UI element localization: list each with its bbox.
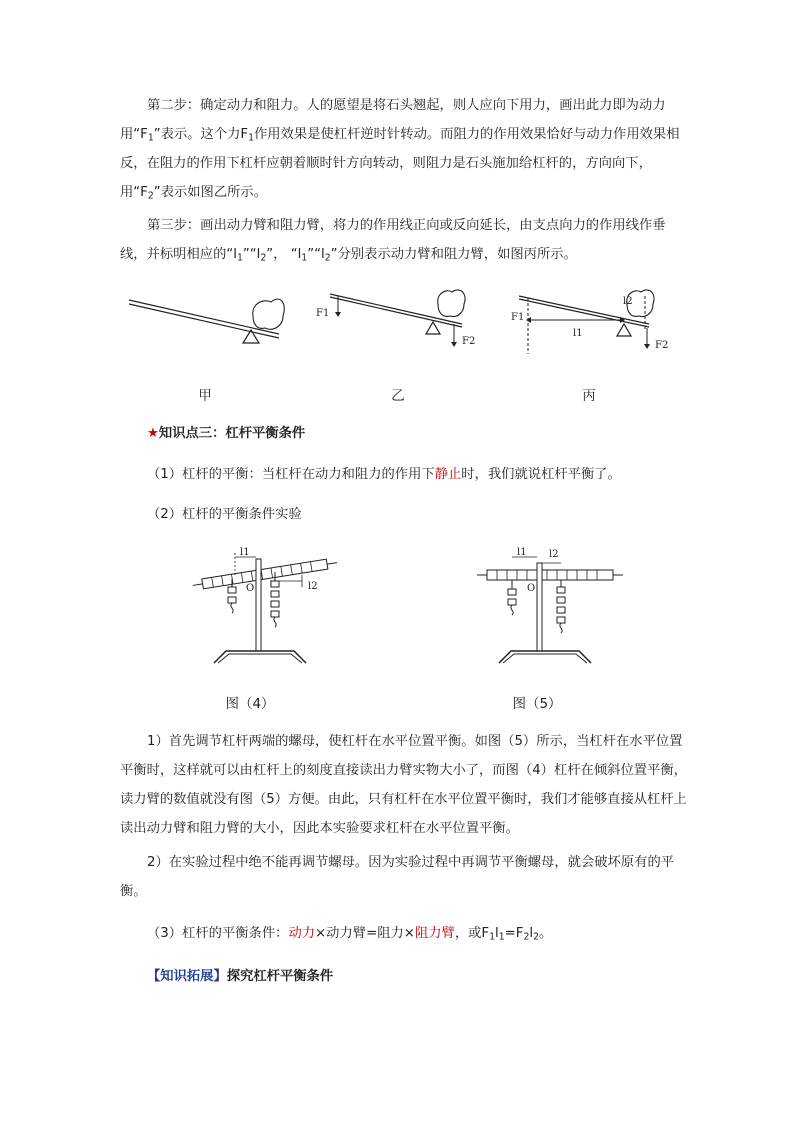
label-l2: l2 bbox=[308, 581, 318, 592]
caption-fig4: 图（4） bbox=[225, 696, 275, 712]
stone-icon bbox=[438, 290, 465, 317]
lever-experiment-fig4 bbox=[190, 545, 340, 670]
note-1-paragraph: 1）首先调节杠杆两端的螺母，使杠杆在水平位置平衡。如图（5）所示，当杠杆在水平位置平衡时，这样就可以由杠杆上的刻度直接读出力臂实物大小了，而图（4）杠杆在倾斜位置平衡，读力臂的数值就没有图（5）方便。由此，只有杠杆在水平位置平衡时，我们才能够直接从杠杆上读出动力臂和阻力臂的大小，因此本实验要求杠杆在水平位置平衡。 bbox=[120, 734, 687, 836]
item-3: （3）杠杆的平衡条件：动力×动力臂=阻力×阻力臂，或$F_1l_1=F_2l_2$。 bbox=[147, 926, 553, 943]
knowledge-extension-heading: 【知识拓展】探究杠杆平衡条件 bbox=[147, 969, 334, 984]
note-2-paragraph: 2）在实验过程中绝不能再调节螺母。因为实验过程中再调节平衡螺母，就会破坏原有的平衡。 bbox=[120, 855, 675, 899]
label-l1: l1 bbox=[240, 547, 250, 558]
pivot-o: O bbox=[246, 583, 255, 594]
label-f2: F2 bbox=[655, 340, 669, 351]
weight-stack-right bbox=[557, 580, 565, 633]
label-f2: F2 bbox=[462, 336, 476, 347]
label-f1: F1 bbox=[511, 312, 525, 323]
label-l1: l1 bbox=[573, 328, 583, 339]
lever-figure-yi bbox=[310, 286, 490, 356]
step2-paragraph: 第二步：确定动力和阻力。人的愿望是将石头翘起，则人应向下用力，画出此力即为动力用“$F_1$”表示。这个力$F_1$作用效果是使杠杆逆时针转动。而阻力的作用效果恰好与动力作用效果相反，在阻力的作用下杠杆应朝着顺时针方向转动，则阻力是石头施加给杠杆的，方向向下，用“$F_2$”表示如图乙所示。 bbox=[120, 98, 680, 202]
label-l2: l2 bbox=[549, 549, 559, 560]
item-1: （1）杠杆的平衡：当杠杆在动力和阻力的作用下静止时，我们就说杠杆平衡了。 bbox=[147, 467, 621, 482]
item-2: （2）杠杆的平衡条件实验 bbox=[147, 507, 302, 522]
step3-text: 第三步：画出动力臂和阻力臂，将力的作用线正向或反向延长，由支点向力的作用线作垂线，并标明相应的“l bbox=[120, 218, 666, 262]
step3-paragraph: 第三步：画出动力臂和阻力臂，将力的作用线正向或反向延长，由支点向力的作用线作垂线，并标明相应的“$l_1”“l_2$”， “$l_1”“l_2$”分别表示动力臂和阻力臂，如图丙所示。 bbox=[120, 218, 666, 264]
label-l1: l1 bbox=[517, 547, 527, 558]
star-icon: ★ bbox=[147, 426, 159, 441]
step2-text: 第二步：确定动力和阻力。人的愿望是将石头翘起，则人应向下用力，画出此力即为动力用“F bbox=[120, 98, 666, 142]
caption-jia: 甲 bbox=[198, 388, 212, 404]
lever-figure-bing bbox=[505, 286, 680, 358]
lever-experiment-fig5 bbox=[475, 545, 625, 670]
caption-bing: 丙 bbox=[582, 388, 596, 404]
stone-icon bbox=[253, 299, 284, 329]
caption-fig5: 图（5） bbox=[512, 696, 562, 712]
pivot-o: O bbox=[527, 583, 536, 594]
weight-stack-left bbox=[508, 580, 516, 615]
caption-yi: 乙 bbox=[391, 388, 405, 404]
label-l2: l2 bbox=[623, 296, 633, 307]
label-f1: F1 bbox=[316, 308, 330, 319]
weight-stack-right bbox=[271, 572, 279, 627]
knowledge-point-3-heading: ★知识点三：杠杆平衡条件 bbox=[147, 426, 306, 441]
lever-figure-jia bbox=[125, 290, 295, 355]
